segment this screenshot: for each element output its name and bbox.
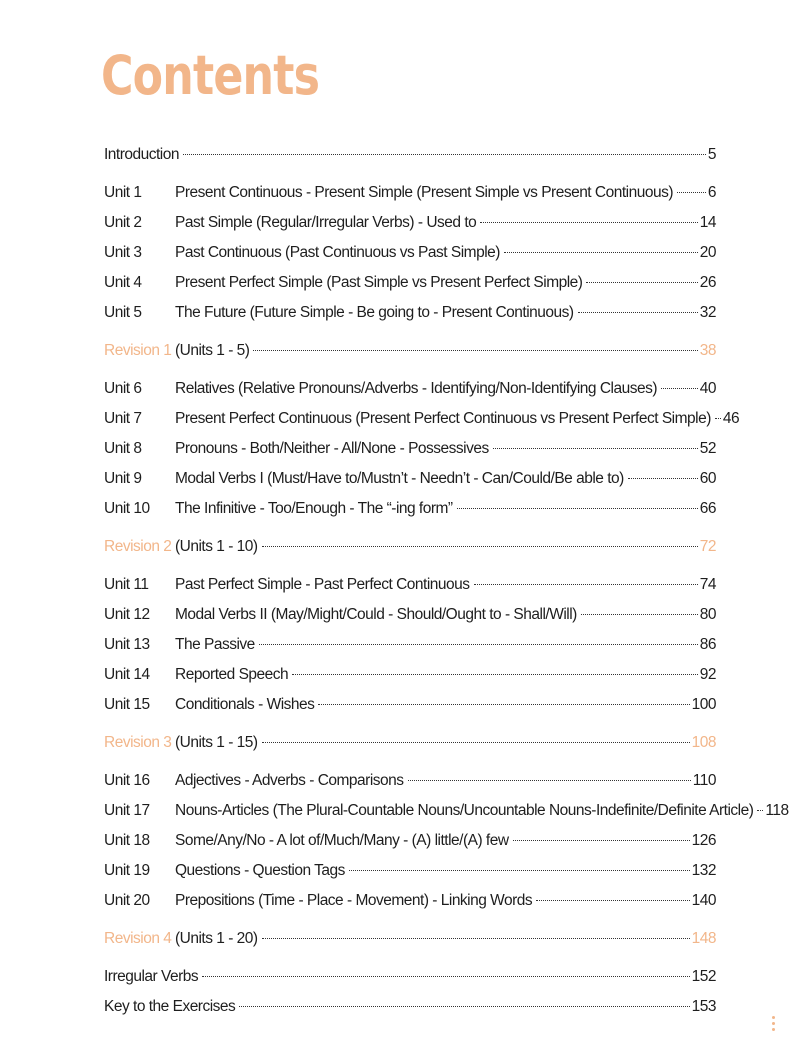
revision-label: Revision 4	[104, 930, 172, 947]
entry-title: The Infinitive - Too/Enough - The “-ing form”	[175, 500, 453, 517]
unit-label: Unit 9	[104, 470, 142, 487]
unit-label: Unit 3	[104, 244, 142, 261]
entry-title: Conditionals - Wishes	[175, 696, 315, 713]
dot-leader	[578, 311, 698, 313]
unit-label: Unit 11	[104, 576, 149, 593]
unit-label: Unit 13	[104, 636, 150, 653]
entry-title: Relatives (Relative Pronouns/Adverbs - Identifying/Non-Identifying Clauses)	[175, 380, 657, 397]
dot-leader	[262, 937, 690, 939]
dot-leader	[480, 221, 697, 223]
entry-title: Adjectives - Adverbs - Comparisons	[175, 772, 404, 789]
toc-revision-row	[104, 336, 716, 366]
revision-label: Revision 2	[104, 538, 172, 555]
toc-row	[104, 660, 716, 690]
dot-leader	[628, 477, 698, 479]
entry-title: The Passive	[175, 636, 255, 653]
dot-leader	[292, 673, 698, 675]
toc-row	[104, 374, 716, 404]
entry-title: (Units 1 - 15)	[175, 734, 258, 751]
entry-title: Pronouns - Both/Neither - All/None - Possessives	[175, 440, 489, 457]
dot-leader	[262, 545, 698, 547]
table-of-contents	[104, 140, 789, 1022]
toc-row	[104, 796, 789, 826]
page-number: 38	[699, 342, 716, 359]
unit-label: Unit 8	[104, 440, 142, 457]
dot-leader	[318, 703, 689, 705]
toc-row	[104, 630, 716, 660]
page-number: 92	[699, 666, 716, 683]
entry-title: Nouns-Articles (The Plural-Countable Nouns/Uncountable Nouns-Indefinite/Definite Article)	[175, 802, 754, 819]
page-number: 14	[699, 214, 716, 231]
page-number: 40	[699, 380, 716, 397]
toc-row	[104, 992, 716, 1022]
page-number: 72	[699, 538, 716, 555]
page-number: 152	[691, 968, 716, 985]
unit-label: Unit 14	[104, 666, 150, 683]
unit-label: Unit 16	[104, 772, 150, 789]
dot-leader	[239, 1005, 689, 1007]
dot-leader	[513, 839, 690, 841]
toc-row	[104, 208, 716, 238]
dot-leader	[586, 281, 697, 283]
page-number: 118	[765, 802, 789, 819]
entry-title: Modal Verbs I (Must/Have to/Mustn’t - Needn’t - Can/Could/Be able to)	[175, 470, 624, 487]
page-number: 132	[691, 862, 716, 879]
unit-label: Unit 17	[104, 802, 150, 819]
page-number: 74	[699, 576, 716, 593]
toc-revision-row	[104, 728, 716, 758]
corner-dots-decoration	[772, 1016, 775, 1031]
toc-row	[104, 140, 716, 170]
dot-leader	[457, 507, 698, 509]
entry-title: Present Perfect Simple (Past Simple vs Present Perfect Simple)	[175, 274, 583, 291]
page-number: 20	[699, 244, 716, 261]
entry-title: Present Continuous - Present Simple (Present Simple vs Present Continuous)	[175, 184, 673, 201]
page-number: 126	[691, 832, 716, 849]
unit-label: Unit 7	[104, 410, 142, 427]
toc-row	[104, 826, 716, 856]
unit-label: Unit 2	[104, 214, 142, 231]
entry-title: (Units 1 - 5)	[175, 342, 250, 359]
dot-leader	[757, 809, 763, 811]
entry-title: Some/Any/No - A lot of/Much/Many - (A) little/(A) few	[175, 832, 509, 849]
entry-title: Modal Verbs II (May/Might/Could - Should/Ought to - Shall/Will)	[175, 606, 577, 623]
page-number: 46	[722, 410, 740, 427]
page-number: 153	[691, 998, 716, 1015]
toc-row	[104, 404, 740, 434]
page-title: Contents	[101, 44, 320, 107]
page-number: 86	[699, 636, 716, 653]
unit-label: Unit 19	[104, 862, 150, 879]
dot-leader	[253, 349, 697, 351]
page-number: 100	[691, 696, 716, 713]
revision-label: Revision 1	[104, 342, 172, 359]
page-number: 32	[699, 304, 716, 321]
unit-label: Unit 5	[104, 304, 142, 321]
toc-row	[104, 962, 716, 992]
page-number: 148	[691, 930, 716, 947]
toc-row	[104, 886, 716, 916]
entry-title: (Units 1 - 20)	[175, 930, 258, 947]
entry-title: Past Continuous (Past Continuous vs Past Simple)	[175, 244, 500, 261]
dot-leader	[474, 583, 698, 585]
toc-row	[104, 570, 716, 600]
dot-leader	[408, 779, 691, 781]
unit-label: Unit 12	[104, 606, 150, 623]
toc-revision-row	[104, 532, 716, 562]
dot-leader	[504, 251, 698, 253]
toc-row	[104, 600, 716, 630]
toc-row	[104, 268, 716, 298]
entry-title: Present Perfect Continuous (Present Perfect Continuous vs Present Perfect Simple)	[175, 410, 711, 427]
entry-title: Past Perfect Simple - Past Perfect Continuous	[175, 576, 470, 593]
entry-title: Irregular Verbs	[104, 968, 199, 985]
page-number: 110	[692, 772, 716, 789]
dot-leader	[349, 869, 690, 871]
toc-row	[104, 238, 716, 268]
unit-label: Unit 15	[104, 696, 150, 713]
unit-label: Unit 4	[104, 274, 142, 291]
page-number: 108	[691, 734, 716, 751]
entry-title: Key to the Exercises	[104, 998, 236, 1015]
entry-title: Prepositions (Time - Place - Movement) - Linking Words	[175, 892, 533, 909]
dot-leader	[259, 643, 698, 645]
dot-leader	[581, 613, 698, 615]
entry-title: Introduction	[104, 146, 179, 163]
unit-label: Unit 10	[104, 500, 150, 517]
entry-title: The Future (Future Simple - Be going to - Present Continuous)	[175, 304, 574, 321]
toc-row	[104, 690, 716, 720]
page-number: 6	[707, 184, 716, 201]
page-number: 26	[699, 274, 716, 291]
unit-label: Unit 6	[104, 380, 142, 397]
unit-label: Unit 18	[104, 832, 150, 849]
revision-label: Revision 3	[104, 734, 172, 751]
page-number: 60	[699, 470, 716, 487]
dot-leader	[715, 417, 721, 419]
dot-leader	[493, 447, 698, 449]
entry-title: Past Simple (Regular/Irregular Verbs) - Used to	[175, 214, 477, 231]
toc-revision-row	[104, 924, 716, 954]
unit-label: Unit 1	[104, 184, 142, 201]
dot-leader	[262, 741, 690, 743]
unit-label: Unit 20	[104, 892, 150, 909]
dot-leader	[202, 975, 689, 977]
page-number: 52	[699, 440, 716, 457]
toc-row	[104, 298, 716, 328]
toc-row	[104, 434, 716, 464]
toc-row	[104, 178, 716, 208]
dot-leader	[536, 899, 689, 901]
entry-title: Questions - Question Tags	[175, 862, 345, 879]
toc-row	[104, 766, 716, 796]
entry-title: (Units 1 - 10)	[175, 538, 258, 555]
entry-title: Reported Speech	[175, 666, 289, 683]
page-number: 80	[699, 606, 716, 623]
page-number: 140	[691, 892, 716, 909]
page-number: 5	[707, 146, 716, 163]
toc-row	[104, 494, 716, 524]
dot-leader	[677, 191, 706, 193]
dot-leader	[183, 153, 706, 155]
toc-row	[104, 464, 716, 494]
toc-row	[104, 856, 716, 886]
dot-leader	[661, 387, 698, 389]
page-number: 66	[699, 500, 716, 517]
